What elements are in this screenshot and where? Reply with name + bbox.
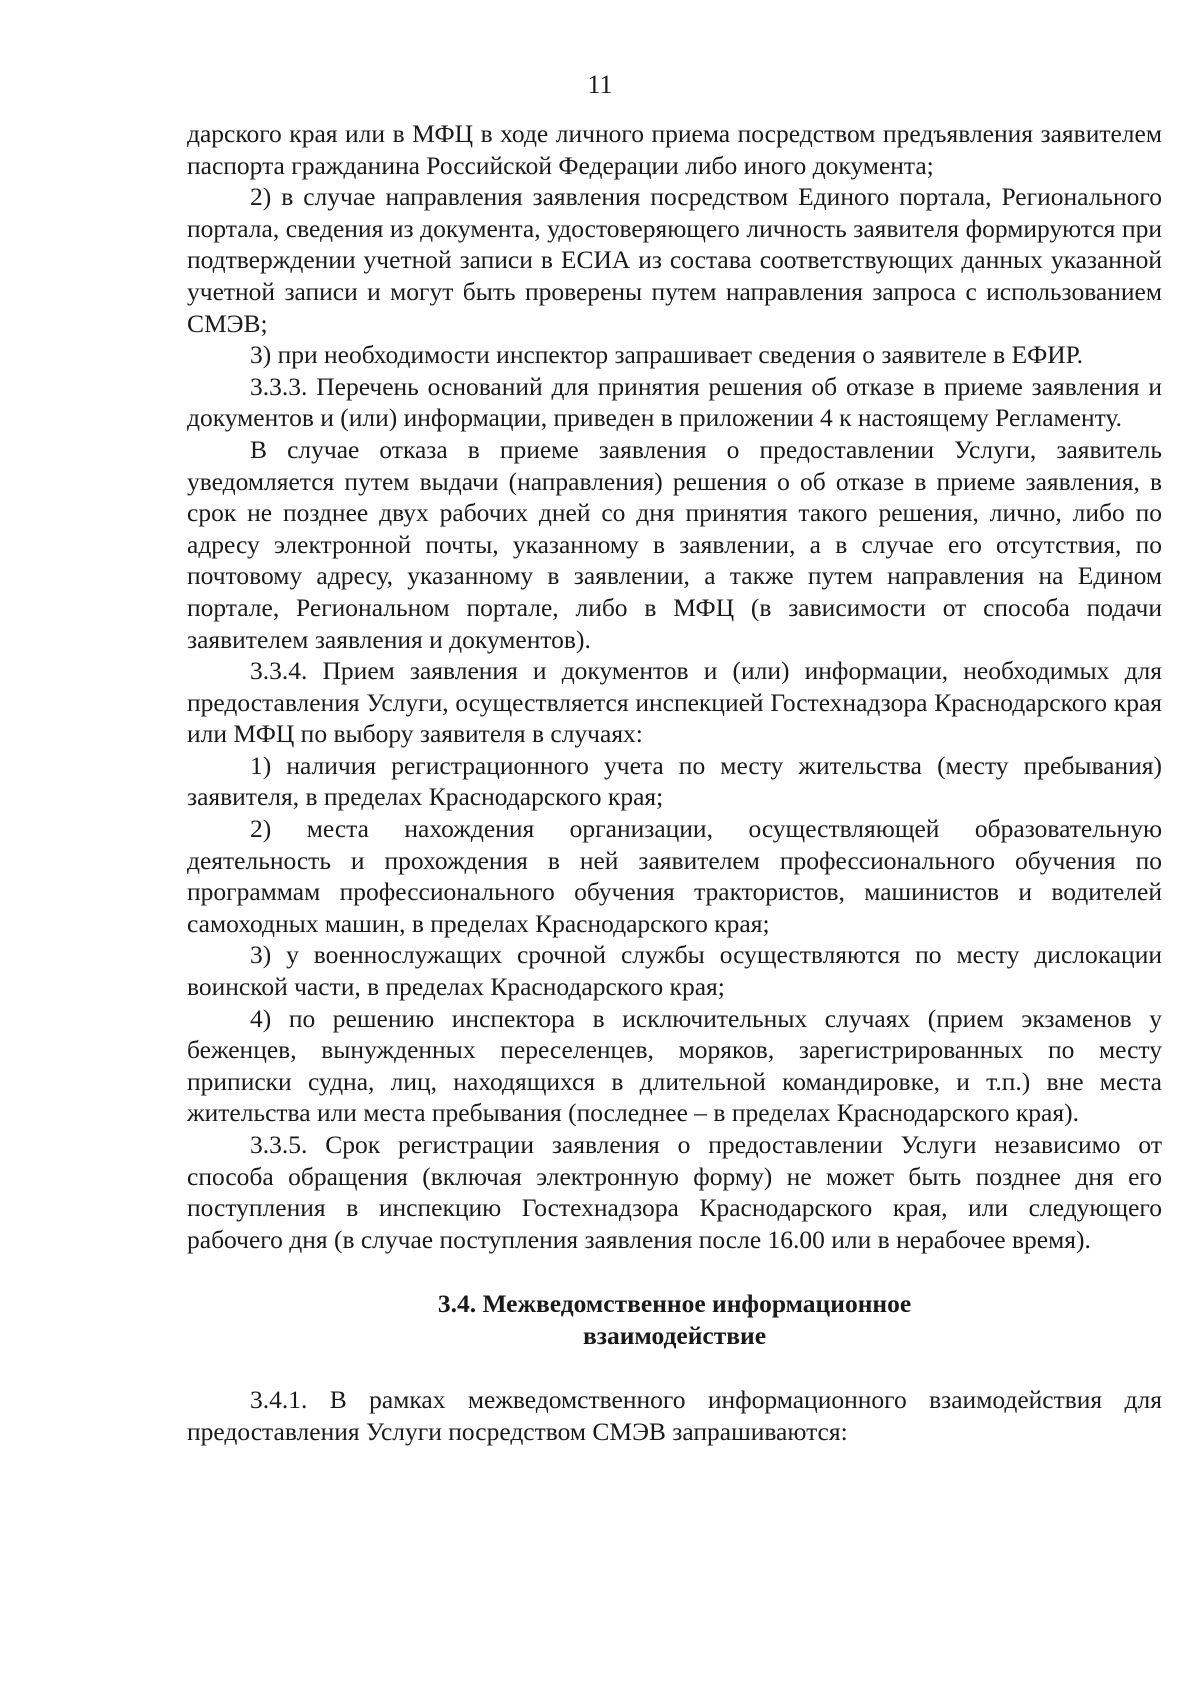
paragraph: 2) места нахождения организации, осуществляющей образовательную деятельность и прохождения в ней заявителем профессионального обучения по программам профессионального обучения трактористов, машинистов и водителей самоходных машин, в пределах Краснодарского края; xyxy=(187,814,1162,938)
page-number: 11 xyxy=(587,70,613,99)
paragraph: 3.3.4. Прием заявления и документов и (или) информации, необходимых для предоставления Услуги, осуществляется инспекцией Гостехнадзора Краснодарского края или МФЦ по выбору заявителя в случаях: xyxy=(187,656,1162,749)
paragraph: 2) в случае направления заявления посредством Единого портала, Регионального портала, сведения из документа, удостоверяющего личность заявителя формируются при подтверждении учетной записи в ЕСИА из состава соответствующих данных указанной учетной записи и могут быть проверены путем направления запроса с использованием СМЭВ; xyxy=(187,182,1162,338)
paragraph: 3) у военнослужащих срочной службы осуществляются по месту дислокации воинской части, в пределах Краснодарского края; xyxy=(187,940,1162,1002)
section-heading-line-2: взаимодействие xyxy=(582,1321,767,1351)
paragraph: 3.3.5. Срок регистрации заявления о предоставлении Услуги независимо от способа обращения (включая электронную форму) не может быть позднее дня его поступления в инспекцию Гостехнадзора Краснодарского края, или следующего рабочего дня (в случае поступления заявления после 16.00 или в нерабочее время). xyxy=(187,1130,1162,1254)
paragraphs-after-heading xyxy=(187,1384,1162,1447)
paragraph: 3) при необходимости инспектор запрашивает сведения о заявителе в ЕФИР. xyxy=(250,340,1084,370)
paragraph: 4) по решению инспектора в исключительных случаях (прием экзаменов у беженцев, вынужденных переселенцев, моряков, зарегистрированных по месту приписки судна, лиц, находящихся в длительной командировке, и т.п.) вне места жительства или места пребывания (последнее – в пределах Краснодарского края). xyxy=(187,1003,1162,1128)
paragraph: 1) наличия регистрационного учета по месту жительства (месту пребывания) заявителя, в пределах Краснодарского края; xyxy=(187,750,1162,812)
paragraph: дарского края или в МФЦ в ходе личного приема посредством предъявления заявителем паспорта гражданина Российской Федерации либо иного документа; xyxy=(187,119,1162,180)
paragraph: 3.3.3. Перечень оснований для принятия решения об отказе в приеме заявления и документов и (или) информации, приведен в приложении 4 к настоящему Регламенту. xyxy=(187,371,1162,433)
paragraph: 3.4.1. В рамках межведомственного информационного взаимодействия для предоставления Услуги посредством СМЭВ запрашиваются: xyxy=(187,1385,1162,1446)
section-heading-line-1: 3.4. Межведомственное информационное xyxy=(437,1289,912,1319)
paragraphs-before-heading xyxy=(187,118,1162,1255)
paragraph: В случае отказа в приеме заявления о предоставлении Услуги, заявитель уведомляется путем выдачи (направления) решения о об отказе в приеме заявления, в срок не позднее двух рабочих дней со дня принятия такого решения, лично, либо по адресу электронной почты, указанному в заявлении, а в случае его отсутствия, по почтовому адресу, указанному в заявлении, а также путем направления на Едином портале, Региональном портале, либо в МФЦ (в зависимости от способа подачи заявителем заявления и документов). xyxy=(187,434,1162,654)
section-heading xyxy=(187,1288,1162,1352)
document-body xyxy=(187,118,1162,1448)
